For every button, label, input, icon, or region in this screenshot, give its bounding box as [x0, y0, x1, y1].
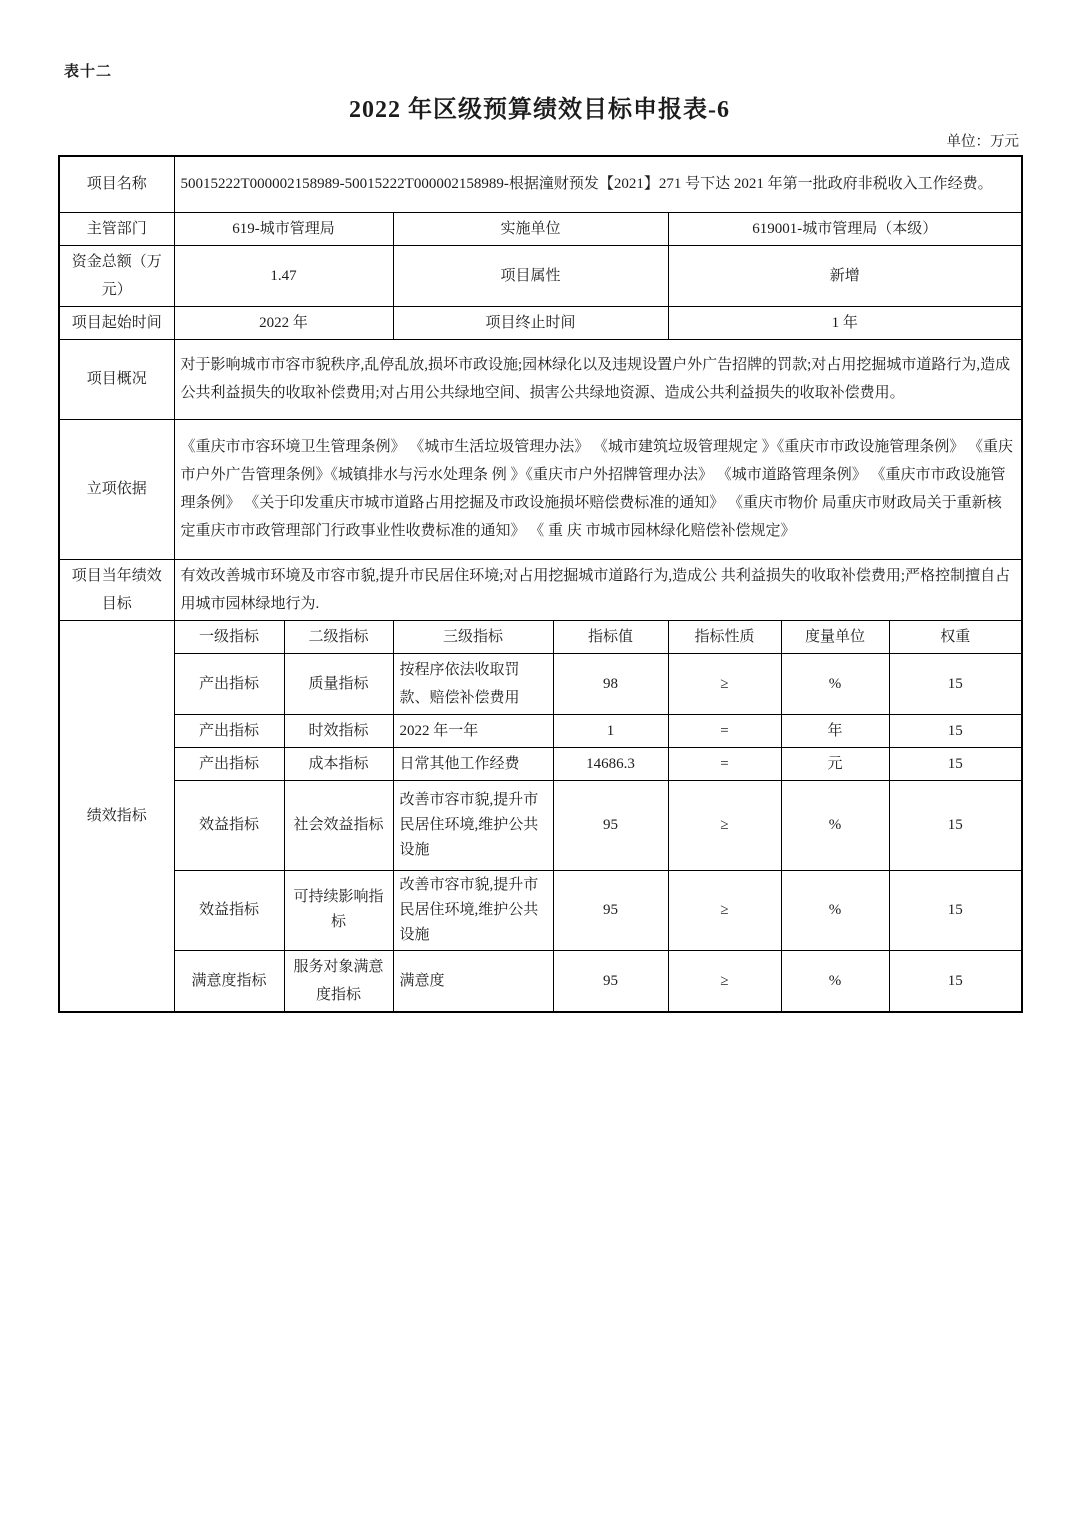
indicator-level1: 产出指标 — [174, 747, 284, 780]
basis-label: 立项依据 — [59, 419, 174, 559]
indicator-nature: ≥ — [668, 653, 781, 714]
indicator-unit: % — [781, 950, 889, 1012]
indicator-level1: 效益指标 — [174, 870, 284, 950]
indicator-value: 1 — [553, 714, 668, 747]
page-title: 2022 年区级预算绩效目标申报表-6 — [349, 97, 730, 123]
indicator-row — [59, 950, 1022, 1012]
project-name-label: 项目名称 — [59, 156, 174, 212]
header-weight: 权重 — [889, 620, 1022, 653]
indicator-level1: 产出指标 — [174, 714, 284, 747]
annual-goal-value: 有效改善城市环境及市容市貌,提升市民居住环境;对占用挖掘城市道路行为,造成公 共利益损失的收取补偿费用;严格控制擅自占用城市园林绿地行为. — [174, 559, 1022, 620]
table-row — [59, 306, 1022, 339]
table-row — [59, 559, 1022, 620]
fund-total-label: 资金总额（万元） — [59, 245, 174, 306]
project-attr-label: 项目属性 — [393, 245, 668, 306]
indicator-row — [59, 714, 1022, 747]
fund-total-value: 1.47 — [174, 245, 393, 306]
dept-label: 主管部门 — [59, 212, 174, 245]
annual-goal-label: 项目当年绩效目标 — [59, 559, 174, 620]
indicator-value: 95 — [553, 950, 668, 1012]
impl-unit-label: 实施单位 — [393, 212, 668, 245]
end-time-label: 项目终止时间 — [393, 306, 668, 339]
indicator-unit: 元 — [781, 747, 889, 780]
indicator-nature: = — [668, 714, 781, 747]
indicator-unit: % — [781, 870, 889, 950]
table-row — [59, 156, 1022, 212]
indicator-value: 95 — [553, 780, 668, 870]
header-value: 指标值 — [553, 620, 668, 653]
impl-unit-value: 619001-城市管理局（本级） — [668, 212, 1022, 245]
project-name-value: 50015222T000002158989-50015222T000002158989-根据潼财预发【2021】271 号下达 2021 年第一批政府非税收入工作经费。 — [174, 156, 1022, 212]
header-unit: 度量单位 — [781, 620, 889, 653]
overview-label: 项目概况 — [59, 339, 174, 419]
indicator-value: 14686.3 — [553, 747, 668, 780]
basis-value: 《重庆市市容环境卫生管理条例》 《城市生活垃圾管理办法》 《城市建筑垃圾管理规定 》《重庆市市政设施管理条例》 《重庆市户外广告管理条例》《城镇排水与污水处理条 例 》《重庆市户外招牌管理办法》 《城市道路管理条例》 《重庆市市政设施管理条例》 《关于印发重庆市城市道路占用挖掘及市政设施损坏赔偿费标准的通知》 《重庆市物价 局重庆市财政局关于重新核定重庆市市政管理部门行政事业性收费标准的通知》 《 重 庆 市城市园林绿化赔偿补偿规定》 — [174, 419, 1022, 559]
budget-performance-table — [58, 155, 1023, 1013]
indicator-level1: 产出指标 — [174, 653, 284, 714]
indicator-weight: 15 — [889, 747, 1022, 780]
header-level3: 三级指标 — [393, 620, 553, 653]
indicator-value: 98 — [553, 653, 668, 714]
indicator-level2: 可持续影响指标 — [284, 870, 393, 950]
indicator-level3: 改善市容市貌,提升市民居住环境,维护公共设施 — [393, 780, 553, 870]
unit-note: 单位：万元 — [946, 134, 1019, 150]
table-row — [59, 339, 1022, 419]
project-attr-value: 新增 — [668, 245, 1022, 306]
indicator-level3: 按程序依法收取罚款、赔偿补偿费用 — [393, 653, 553, 714]
indicator-unit: % — [781, 653, 889, 714]
indicator-level2: 成本指标 — [284, 747, 393, 780]
indicator-weight: 15 — [889, 653, 1022, 714]
end-time-value: 1 年 — [668, 306, 1022, 339]
indicator-level1: 满意度指标 — [174, 950, 284, 1012]
indicator-level3: 改善市容市貌,提升市民居住环境,维护公共设施 — [393, 870, 553, 950]
indicator-weight: 15 — [889, 870, 1022, 950]
table-row — [59, 419, 1022, 559]
indicator-unit: % — [781, 780, 889, 870]
indicator-level2: 服务对象满意度指标 — [284, 950, 393, 1012]
indicator-weight: 15 — [889, 780, 1022, 870]
start-time-value: 2022 年 — [174, 306, 393, 339]
start-time-label: 项目起始时间 — [59, 306, 174, 339]
indicator-row — [59, 780, 1022, 870]
header-level1: 一级指标 — [174, 620, 284, 653]
indicator-level3: 日常其他工作经费 — [393, 747, 553, 780]
indicator-header-row — [59, 620, 1022, 653]
dept-value: 619-城市管理局 — [174, 212, 393, 245]
document-page — [58, 60, 1021, 1013]
header-level2: 二级指标 — [284, 620, 393, 653]
indicator-row — [59, 653, 1022, 714]
indicator-weight: 15 — [889, 950, 1022, 1012]
table-row — [59, 245, 1022, 306]
indicator-level3: 满意度 — [393, 950, 553, 1012]
indicator-level2: 社会效益指标 — [284, 780, 393, 870]
indicator-weight: 15 — [889, 714, 1022, 747]
indicator-unit: 年 — [781, 714, 889, 747]
indicator-nature: ≥ — [668, 950, 781, 1012]
indicator-level3: 2022 年一年 — [393, 714, 553, 747]
indicator-nature: ≥ — [668, 780, 781, 870]
indicator-row — [59, 870, 1022, 950]
sheet-label: 表十二 — [64, 64, 113, 80]
header-nature: 指标性质 — [668, 620, 781, 653]
table-row — [59, 212, 1022, 245]
indicator-value: 95 — [553, 870, 668, 950]
indicator-nature: = — [668, 747, 781, 780]
performance-section-label: 绩效指标 — [59, 620, 174, 1012]
overview-value: 对于影响城市市容市貌秩序,乱停乱放,损坏市政设施;园林绿化以及违规设置户外广告招牌的罚款;对占用挖掘城市道路行为,造成公共利益损失的收取补偿费用;对占用公共绿地空间、损害公共绿地资源、造成公共利益损失的收取补偿费用。 — [174, 339, 1022, 419]
indicator-level2: 质量指标 — [284, 653, 393, 714]
indicator-row — [59, 747, 1022, 780]
indicator-level2: 时效指标 — [284, 714, 393, 747]
indicator-nature: ≥ — [668, 870, 781, 950]
indicator-level1: 效益指标 — [174, 780, 284, 870]
